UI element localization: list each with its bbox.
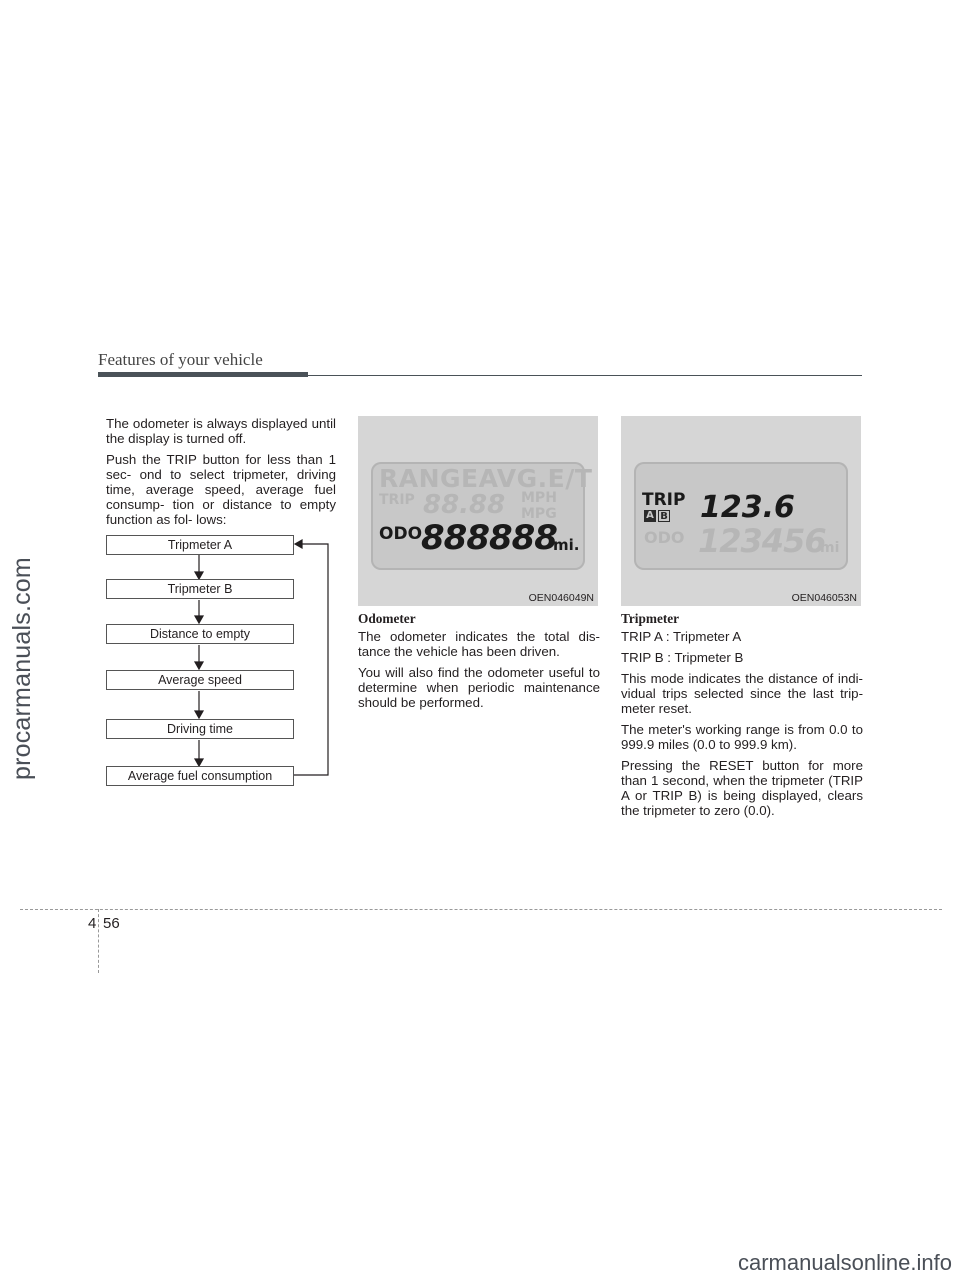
odometer-heading: Odometer [358,611,416,626]
side-watermark: procarmanuals.com [8,557,36,780]
lcd-unit-mi: mi. [553,536,580,554]
tripmeter-paragraph-5: Pressing the RESET button for more than 1 second, when the tripmeter (TRIP A or TRIP B) is being displayed, clears the tripmeter to zero (0.0). [621,758,863,818]
lcd-trip-label-dim: TRIP [379,492,415,508]
lcd-odo-digits-dim: 123456 [698,522,826,560]
tripmeter-paragraph-4: The meter's working range is from 0.0 to 999.9 miles (0.0 to 999.9 km). [621,722,863,752]
section-number: 4 [88,915,97,932]
flow-box-distance-to-empty: Distance to empty [106,624,294,644]
page-header-title: Features of your vehicle [98,350,263,369]
lcd-badge-a: A [644,510,656,522]
lcd-trip-value: 123.6 [700,490,795,525]
tripmeter-figure [621,416,861,606]
flow-box-tripmeter-a: Tripmeter A [106,535,294,555]
intro-paragraph-2: Push the TRIP button for less than 1 sec- ond to select tripmeter, driving time, average speed, average fuel consump- tion or distance to empty function as fol- lows: [106,452,336,527]
odometer-paragraph-1: The odometer indicates the total dis- tance the vehicle has been driven. [358,629,600,659]
flow-arrowhead-2 [195,616,203,623]
page-number: 56 [103,915,120,932]
tripmeter-paragraph-1: TRIP A : Tripmeter A [621,629,742,644]
odometer-lcd-screen [371,462,593,570]
intro-paragraph-1: The odometer is always displayed until the display is turned off. [106,416,336,446]
flow-arrowhead-1 [195,572,203,579]
header-rule [308,375,862,376]
lcd-trip-label: TRIP [642,490,686,510]
footer-dashed-divider [98,909,99,973]
bottom-watermark: carmanualsonline.info [737,1250,952,1275]
flow-arrowhead-3 [195,662,203,669]
lcd-odo-digits: 888888 [421,518,557,558]
tripmeter-lcd-screen [634,462,848,570]
lcd-odo-label: ODO [379,524,423,544]
flow-return-line [294,544,328,775]
flow-arrowhead-4 [195,711,203,718]
odometer-column [358,611,600,716]
tripmeter-figure-code: OEN046053N [791,592,857,604]
tripmeter-column [621,611,863,824]
flow-box-driving-time: Driving time [106,719,294,739]
footer-dashed-rule [20,909,942,910]
flow-arrowhead-5 [195,759,203,766]
intro-column [106,416,336,533]
odometer-figure [358,416,598,606]
odometer-figure-code: OEN046049N [528,592,594,604]
lcd-badge-b: B [658,510,670,522]
header-accent-bar [98,372,308,377]
lcd-range-avg-row: RANGEAVG.E/T [379,464,593,493]
odometer-paragraph-2: You will also find the odometer useful to determine when periodic maintenance should be performed. [358,665,600,710]
flow-return-arrowhead [295,540,302,548]
lcd-odo-label-dim: ODO [644,528,685,547]
flow-box-tripmeter-b: Tripmeter B [106,579,294,599]
lcd-mpg-label: MPG [521,506,557,522]
lcd-unit-mi-dim: mi [820,540,840,556]
tripmeter-heading: Tripmeter [621,611,680,626]
flow-box-average-fuel-consumption: Average fuel consumption [106,766,294,786]
tripmeter-paragraph-3: This mode indicates the distance of indi- vidual trips selected since the last trip- meter reset. [621,671,863,716]
lcd-mph-label: MPH [521,490,557,506]
flow-box-average-speed: Average speed [106,670,294,690]
lcd-small-digits-dim: 88.88 [423,490,506,520]
tripmeter-paragraph-2: TRIP B : Tripmeter B [621,650,744,665]
